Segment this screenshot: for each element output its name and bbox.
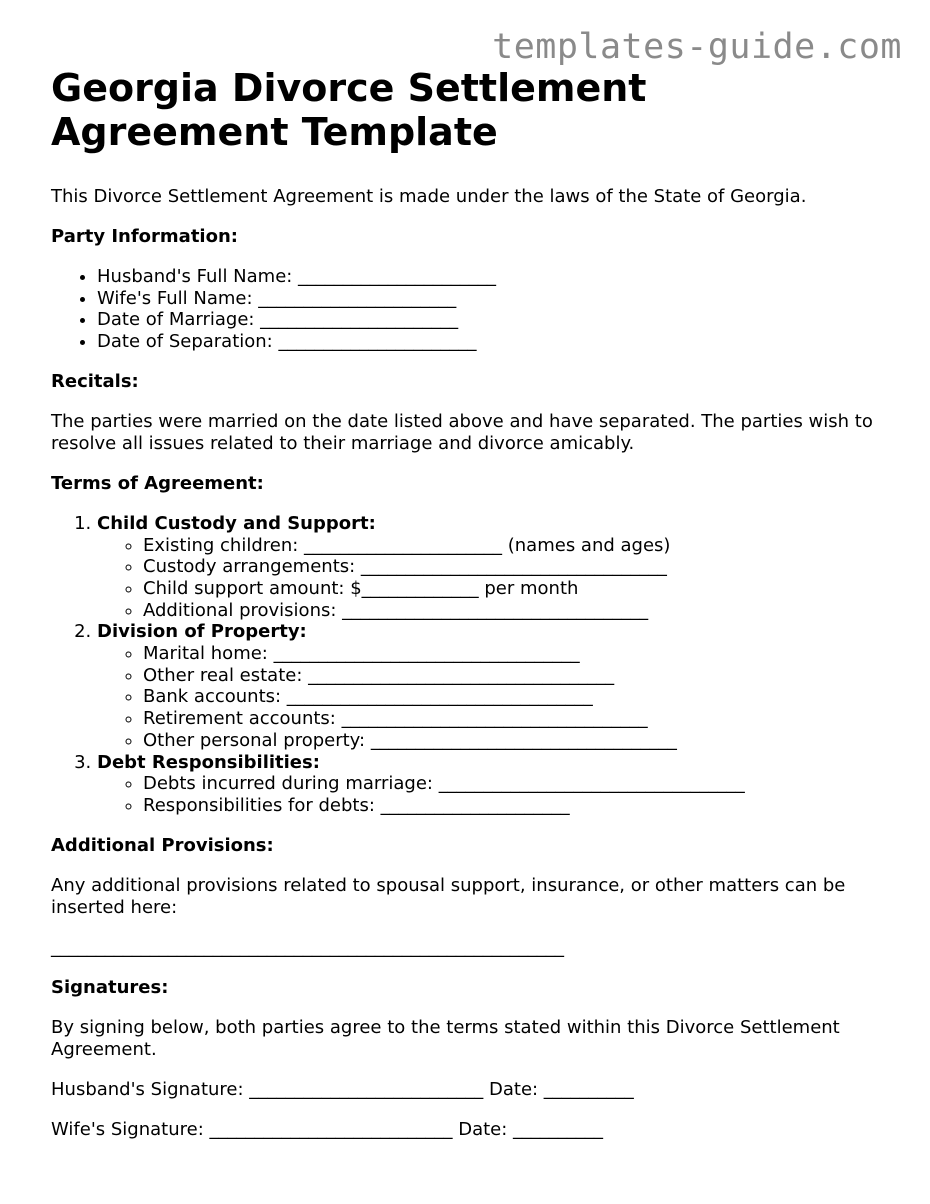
wife-name-field: • Wife's Full Name: ______________________ bbox=[97, 288, 891, 310]
party-info-heading: Party Information: bbox=[51, 226, 238, 247]
property-items bbox=[97, 643, 891, 752]
list-item: ◦ Marital home: __________________________________ bbox=[143, 643, 891, 665]
list-item: ◦ Other real estate: __________________________________ bbox=[143, 665, 891, 687]
signatures-text: By signing below, both parties agree to the terms stated within this Divorce Settlement Agreement. bbox=[51, 1016, 840, 1060]
marriage-date-field: • Date of Marriage: ______________________ bbox=[97, 309, 891, 331]
list-item: ◦ Existing children: ______________________ (names and ages) bbox=[143, 535, 891, 557]
additional-provisions-blank: _________________________________________________________ bbox=[51, 936, 564, 958]
term-title: Debt Responsibilities: bbox=[97, 751, 320, 773]
terms-section-property bbox=[97, 621, 891, 751]
child-custody-items bbox=[97, 535, 891, 622]
wife-signature-line: Wife's Signature: ___________________________ Date: __________ bbox=[51, 1118, 604, 1140]
terms-heading: Terms of Agreement: bbox=[51, 472, 264, 494]
term-title: Child Custody and Support: bbox=[97, 512, 376, 534]
terms-list bbox=[51, 513, 891, 817]
debt-items bbox=[97, 773, 891, 816]
term-title: Division of Property: bbox=[97, 621, 307, 643]
signatures-heading: Signatures: bbox=[51, 976, 169, 998]
watermark: templates-guide.com bbox=[492, 27, 902, 67]
recitals-text: The parties were married on the date listed above and have separated. The parties wish to resolve all issues related to their marriage and divorce amicably. bbox=[51, 410, 873, 454]
list-item: ◦ Debts incurred during marriage: __________________________________ bbox=[143, 773, 891, 795]
list-item: ◦ Responsibilities for debts: _____________________ bbox=[143, 795, 891, 817]
additional-provisions-heading: Additional Provisions: bbox=[51, 834, 274, 856]
list-item: ◦ Additional provisions: __________________________________ bbox=[143, 600, 891, 622]
husband-name-field: • Husband's Full Name: ______________________ bbox=[97, 266, 891, 288]
document-page bbox=[51, 66, 891, 1141]
list-item: ◦ Custody arrangements: __________________________________ bbox=[143, 556, 891, 578]
list-item: ◦ Retirement accounts: __________________________________ bbox=[143, 708, 891, 730]
list-item: ◦ Other personal property: __________________________________ bbox=[143, 730, 891, 752]
terms-section-debt bbox=[97, 752, 891, 817]
party-info-list bbox=[51, 266, 891, 353]
husband-signature-line: Husband's Signature: __________________________ Date: __________ bbox=[51, 1078, 634, 1100]
document-title: Georgia Divorce Settlement Agreement Template bbox=[51, 66, 647, 154]
additional-provisions-text: Any additional provisions related to spousal support, insurance, or other matters can be inserted here: bbox=[51, 874, 846, 918]
intro-text: This Divorce Settlement Agreement is made under the laws of the State of Georgia. bbox=[51, 186, 807, 207]
separation-date-field: • Date of Separation: ______________________ bbox=[97, 331, 891, 353]
list-item: ◦ Child support amount: $_____________ per month bbox=[143, 578, 891, 600]
recitals-heading: Recitals: bbox=[51, 370, 139, 392]
list-item: ◦ Bank accounts: __________________________________ bbox=[143, 686, 891, 708]
terms-section-child-custody bbox=[97, 513, 891, 622]
